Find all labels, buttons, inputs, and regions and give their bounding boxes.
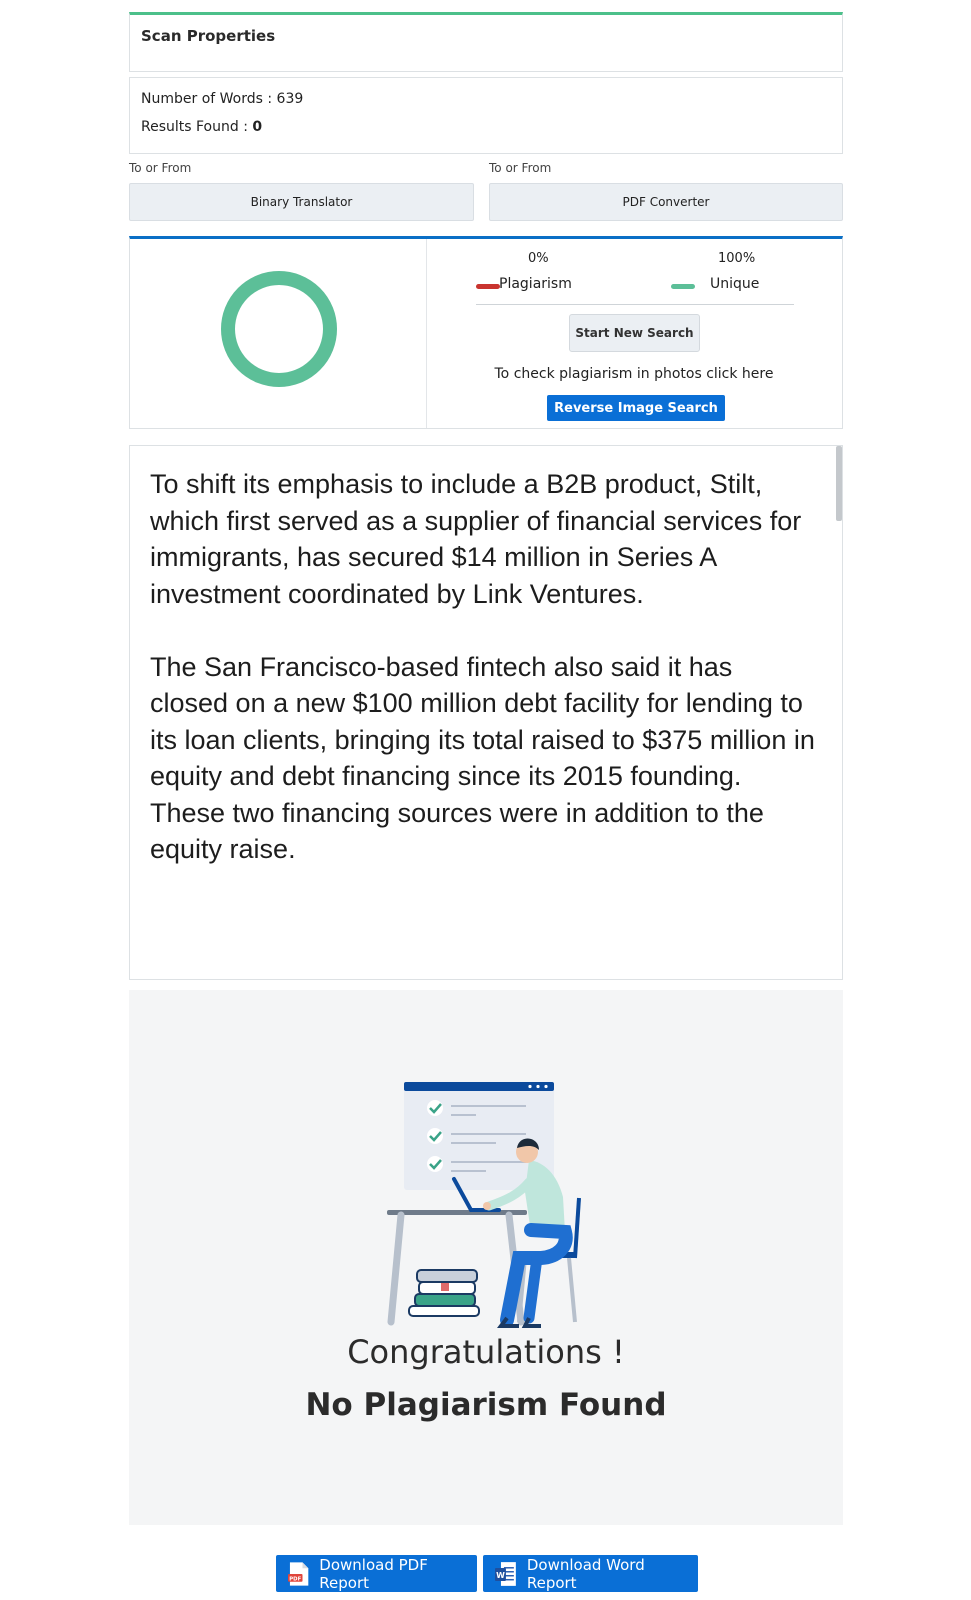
word-count-value: 639	[276, 91, 304, 107]
download-word-report-button[interactable]	[483, 1555, 698, 1592]
checked-text-paragraph: The San Francisco-based fintech also said it has closed on a new $100 million debt facility for lending to its loan clients, bringing its total raised to $375 million in equity and debt financing since its 2015 founding. These two financing sources were in addition to the equity raise.	[150, 651, 815, 864]
congratulations-heading: Congratulations !	[347, 1333, 625, 1371]
scan-properties-panel	[129, 12, 843, 72]
pdf-converter-button[interactable]: PDF Converter	[489, 183, 843, 221]
plagiarism-legend-label: Plagiarism	[499, 276, 572, 292]
plagiarism-percent: 0%	[528, 251, 549, 266]
books-stack-icon	[409, 1270, 479, 1316]
pdf-file-icon	[288, 1561, 309, 1587]
binary-translator-button[interactable]: Binary Translator	[129, 183, 474, 221]
unique-percent: 100%	[718, 251, 756, 266]
no-plagiarism-message: No Plagiarism Found	[305, 1387, 667, 1423]
checked-text-paragraph: To shift its emphasis to include a B2B product, Stilt, which first served as a supplier of financial services for immigrants, has secured $14 million in Series A investment coordinated by Link Ventures.	[150, 469, 802, 609]
svg-text:PDF: PDF	[289, 1575, 302, 1582]
donut-unique-arc	[228, 278, 330, 380]
binary-translator-label: To or From	[129, 161, 192, 175]
reverse-image-search-button[interactable]: Reverse Image Search	[547, 395, 725, 421]
result-outcome-panel	[129, 990, 843, 1525]
check-icon	[427, 1156, 443, 1172]
checked-text	[150, 466, 815, 904]
word-count	[141, 91, 303, 107]
svg-text:W: W	[496, 1570, 505, 1580]
text-scrollbar[interactable]	[836, 446, 842, 521]
scan-properties-title: Scan Properties	[141, 27, 276, 45]
word-file-icon	[495, 1561, 517, 1587]
start-new-search-button[interactable]: Start New Search	[569, 314, 700, 352]
download-pdf-report-button[interactable]	[276, 1555, 477, 1592]
check-icon	[427, 1128, 443, 1144]
vertical-divider	[426, 239, 427, 428]
checked-text-panel[interactable]	[129, 445, 843, 980]
check-icon	[427, 1100, 443, 1116]
unique-legend-swatch	[671, 284, 695, 289]
download-word-label: Download Word Report	[526, 1555, 645, 1592]
legend-divider	[476, 304, 794, 305]
word-count-label: Number of Words :	[141, 91, 277, 107]
plagiarism-legend-swatch	[476, 284, 500, 289]
unique-legend-label: Unique	[710, 276, 760, 292]
results-found-value: 0	[252, 119, 263, 135]
download-pdf-label: Download PDF Report	[319, 1555, 428, 1592]
scan-stats-panel	[129, 77, 843, 154]
result-summary-panel	[129, 236, 843, 429]
uniqueness-donut-chart	[221, 271, 337, 387]
pdf-converter-label: To or From	[489, 161, 552, 175]
results-found-label: Results Found :	[141, 119, 253, 135]
photo-check-note: To check plagiarism in photos click here	[494, 366, 774, 382]
results-found	[141, 119, 262, 135]
checklist-person-illustration	[379, 1082, 589, 1332]
